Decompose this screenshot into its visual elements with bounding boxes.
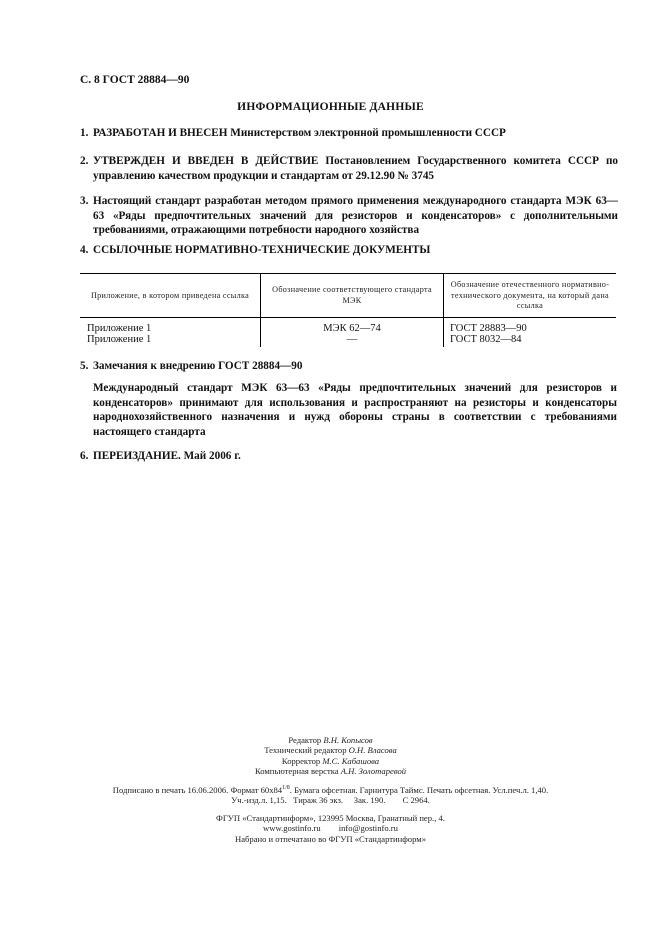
- table-row: [80, 317, 616, 334]
- item-number: 3.: [80, 195, 89, 207]
- info-item-4: [80, 243, 618, 258]
- credit-line: [0, 745, 661, 755]
- credit-line: [0, 756, 661, 766]
- credit-name: В.Н. Копысов: [323, 735, 373, 745]
- item-text: Настоящий стандарт разработан методом прямого применения международного стандарта МЭК 63—63 «Ряды предпочтительных значений для резисторов и конденсаторов» с дополнительными требованиями, отражающими потребности народного хозяйства: [93, 195, 618, 237]
- item-number: 1.: [80, 127, 89, 139]
- table-cell: —: [261, 334, 444, 347]
- print-line-2: Уч.-изд.л. 1,15. Тираж 36 экз. Зак. 190. С 2964.: [231, 795, 430, 806]
- item-number: 6.: [80, 450, 89, 462]
- item-number: 4.: [80, 244, 89, 256]
- credit-role: Корректор: [281, 755, 321, 766]
- item-number: 2.: [80, 155, 89, 167]
- section-title: ИНФОРМАЦИОННЫЕ ДАННЫЕ: [237, 101, 424, 113]
- print-info: [0, 783, 661, 806]
- credit-name: М.С. Кабашова: [322, 755, 380, 766]
- table-cell: Приложение 1: [87, 333, 152, 345]
- info-item-3: [80, 194, 618, 238]
- format-fraction: 1/8: [282, 785, 290, 791]
- credit-role: Компьютерная верстка: [254, 766, 339, 777]
- info-item-1: [80, 126, 618, 141]
- credits-block: [0, 735, 661, 777]
- table-header-cell: Приложение, в котором приведена ссылка: [80, 274, 261, 318]
- page-header: С. 8 ГОСТ 28884—90: [80, 74, 190, 86]
- print-text: . Бумага офсетная. Гарнитура Таймс. Печать офсетная. Усл.печ.л. 1,40.: [289, 784, 549, 795]
- table-cell: ГОСТ 28883—90: [450, 322, 527, 334]
- references-table: [80, 273, 616, 347]
- table-cell: МЭК 62—74: [261, 317, 444, 334]
- credit-role: Технический редактор: [264, 745, 347, 756]
- item-text: Постановлением Государственного комитета СССР по управлению качеством продукции и стандартам от 29.12.90 № 3745: [93, 155, 618, 182]
- table-row: [80, 334, 616, 347]
- publisher-printed-by: Набрано и отпечатано во ФГУП «Стандартинформ»: [235, 833, 426, 844]
- credit-name: А.Н. Золотаревой: [340, 766, 407, 777]
- print-line-1: [0, 783, 661, 795]
- info-item-2: [80, 154, 618, 183]
- publisher-email-link[interactable]: info@gostinfo.ru: [338, 823, 398, 834]
- credit-line: [0, 735, 661, 745]
- table-cell: Приложение 1: [87, 322, 152, 334]
- item-lead: ПЕРЕИЗДАНИЕ.: [93, 450, 181, 462]
- table-header-cell: Обозначение соответствующего стандарта МЭК: [261, 274, 444, 318]
- table-cell: ГОСТ 8032—84: [450, 333, 522, 345]
- credit-name: О.Н. Власова: [348, 745, 397, 756]
- credit-role: Редактор: [288, 735, 322, 745]
- item-lead: УТВЕРЖДЕН И ВВЕДЕН В ДЕЙСТВИЕ: [93, 155, 319, 167]
- publisher-contacts: [0, 823, 661, 833]
- table-header-cell: Обозначение отечественного нормативно-технического документа, на который дана ссылка: [444, 274, 617, 318]
- item-text: Замечания к внедрению ГОСТ 28884—90: [93, 360, 303, 372]
- implementation-note: Международный стандарт МЭК 63—63 «Ряды предпочтительных значений для резисторов и конденсаторов» принимают для использования и распространяют на резисторы и конденсаторы народнохозяйственного назначения и нужд обороны страны в соответствии с требованиями настоящего стандарта: [93, 382, 617, 438]
- publisher-address: ФГУП «Стандартинформ», 123995 Москва, Гранатный пер., 4.: [216, 813, 445, 823]
- item-lead: ССЫЛОЧНЫЕ НОРМАТИВНО-ТЕХНИЧЕСКИЕ ДОКУМЕНТЫ: [93, 244, 431, 256]
- item-lead: РАЗРАБОТАН И ВНЕСЕН: [93, 127, 228, 139]
- item-text: Министерством электронной промышленности СССР: [227, 127, 506, 139]
- print-text: Подписано в печать 16.06.2006. Формат 60х84: [112, 784, 283, 795]
- info-item-5: [80, 359, 618, 374]
- publisher-site-link[interactable]: www.gostinfo.ru: [263, 823, 321, 834]
- credit-line: [0, 766, 661, 776]
- info-item-6: [80, 449, 618, 464]
- table-header-row: [80, 274, 616, 318]
- item-text: Май 2006 г.: [180, 450, 241, 462]
- item-number: 5.: [80, 360, 89, 372]
- publisher-info: [0, 813, 661, 844]
